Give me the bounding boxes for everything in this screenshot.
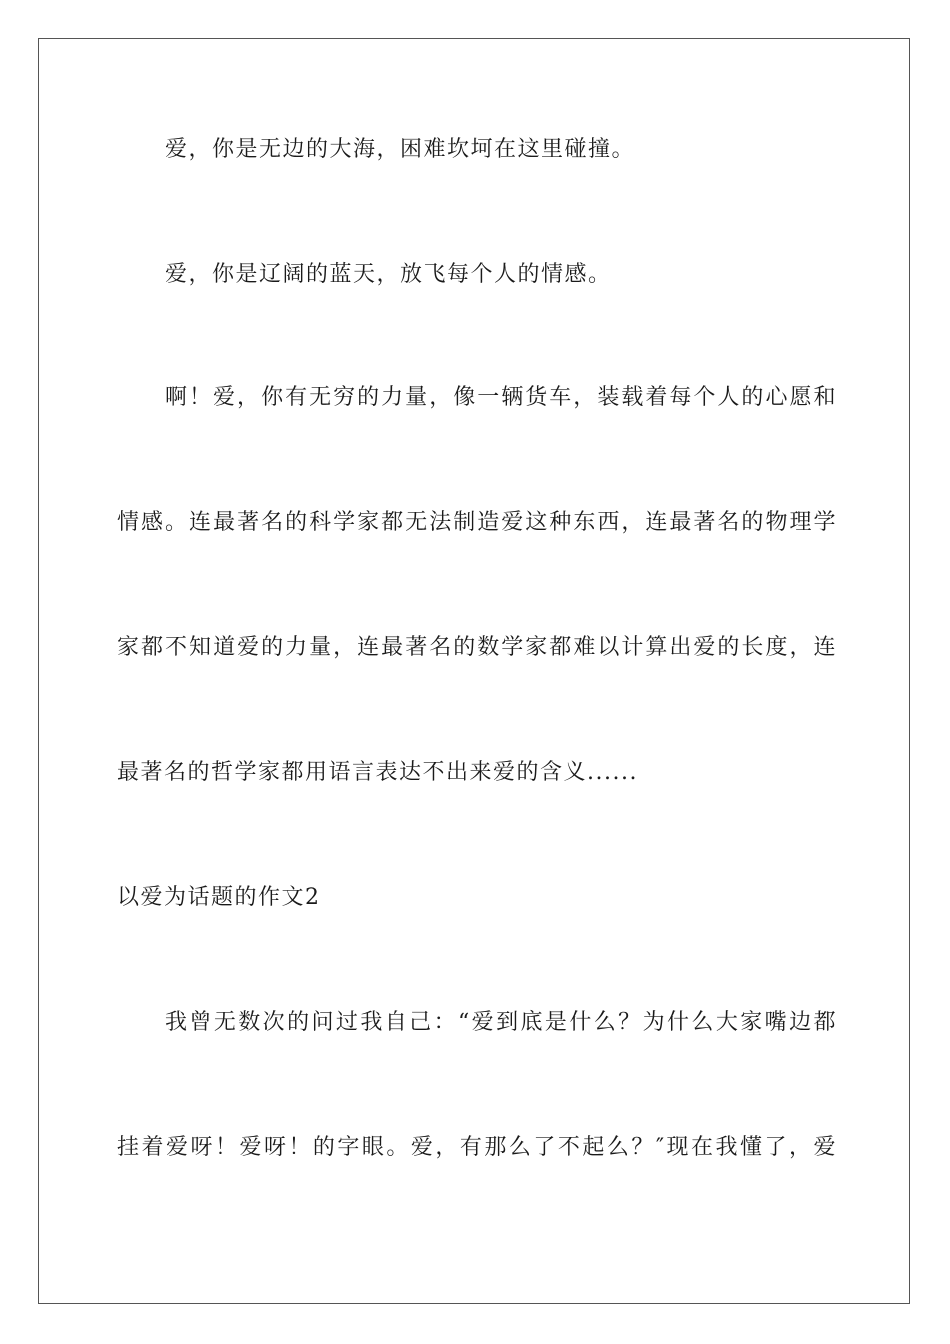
paragraph-line: 家都不知道爱的力量，连最著名的数学家都难以计算出爱的长度，连 [117, 635, 837, 660]
paragraph-line: 情感。连最著名的科学家都无法制造爱这种东西，连最著名的物理学 [117, 510, 837, 535]
paragraph-line: 爱，你是无边的大海，困难坎坷在这里碰撞。 [165, 137, 636, 162]
paragraph-line: 爱，你是辽阔的蓝天，放飞每个人的情感。 [165, 262, 612, 287]
page-border [38, 38, 910, 1304]
paragraph-line: 啊！爱，你有无穷的力量，像一辆货车，装载着每个人的心愿和 [165, 385, 837, 410]
paragraph-line: 挂着爱呀！爱呀！的字眼。爱，有那么了不起么？″现在我懂了，爱 [117, 1135, 837, 1160]
section-heading: 以爱为话题的作文2 [117, 885, 321, 910]
paragraph-line: 最著名的哲学家都用语言表达不出来爱的含义...... [117, 760, 638, 785]
paragraph-line: 我曾无数次的问过我自己：“爱到底是什么？为什么大家嘴边都 [165, 1010, 837, 1035]
